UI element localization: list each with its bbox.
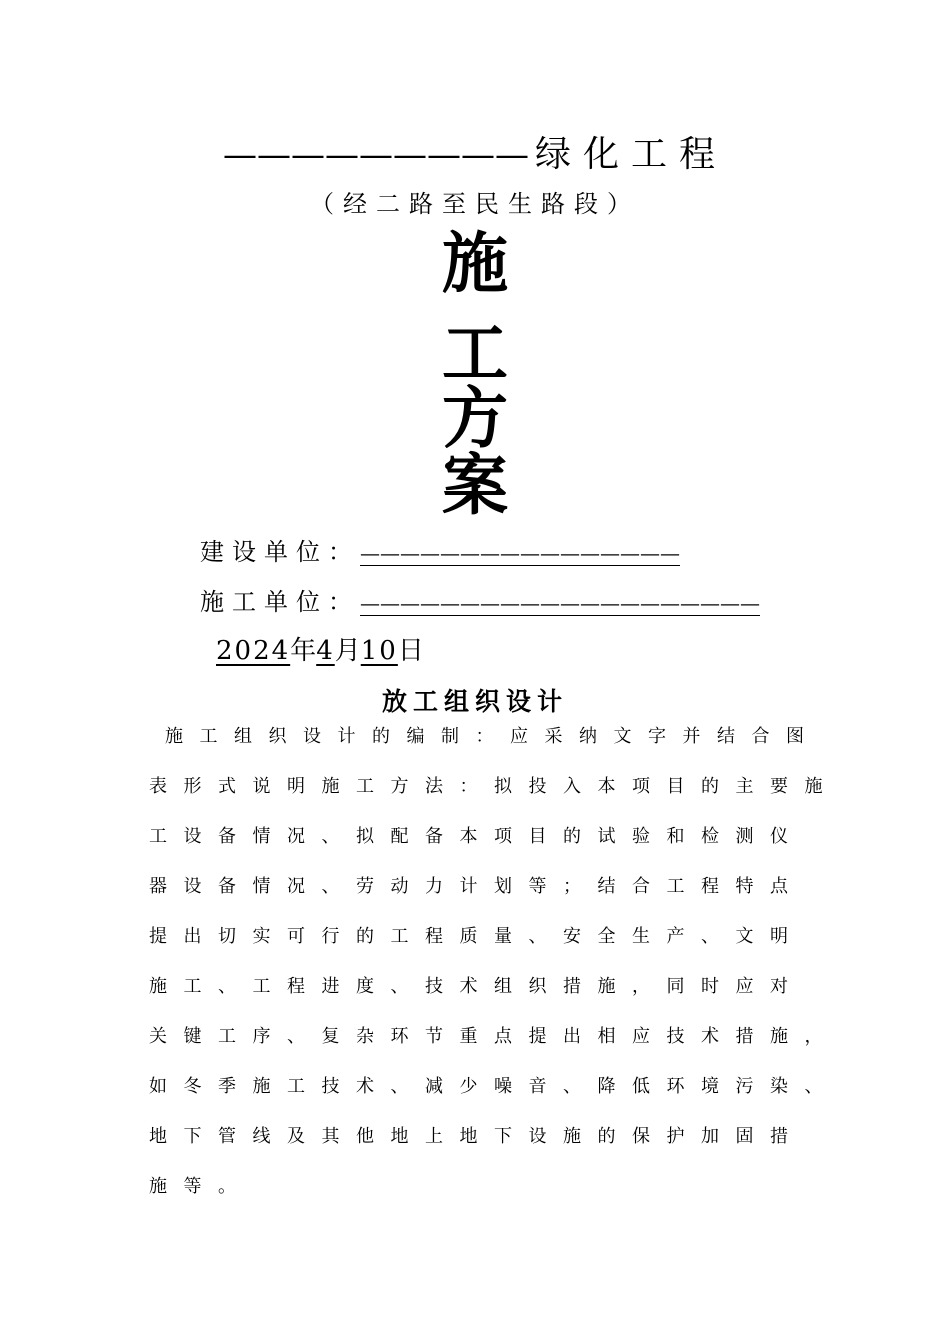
body-line-1: 施工组织设计的编制：应采纳文字并结合图	[165, 726, 821, 747]
contractor-unit-field	[200, 582, 760, 617]
big-title-char-1: 施	[442, 224, 508, 302]
project-title	[0, 126, 950, 177]
body-line-10: 施等。	[149, 1176, 253, 1197]
contractor-unit-label: 施工单位：	[200, 588, 360, 616]
body-line-4: 器设备情况、劳动力计划等；结合工程特点	[149, 876, 805, 897]
date-month: 4	[316, 636, 335, 666]
big-title-char-4: 案	[442, 446, 508, 524]
date-day-unit: 日	[397, 636, 424, 666]
body-line-5: 提出切实可行的工程质量、安全生产、文明	[149, 926, 805, 947]
title-text: 绿化工程	[534, 134, 727, 175]
body-line-6: 施工、工程进度、技术组织措施，同时应对	[149, 976, 805, 997]
owner-unit-label: 建设单位：	[200, 538, 360, 566]
date-day: 10	[360, 636, 398, 666]
owner-unit-blank: ————————————————	[360, 541, 680, 565]
project-subtitle: （经二路至民生路段）	[310, 190, 640, 218]
big-title-char-3: 方	[442, 379, 508, 457]
body-line-2: 表形式说明施工方法：拟投入本项目的主要施	[149, 776, 839, 797]
date-year: 2024	[216, 636, 291, 666]
body-line-3: 工设备情况、拟配备本项目的试验和检测仪	[149, 826, 805, 847]
date-year-unit: 年	[290, 636, 317, 666]
body-line-8: 如冬季施工技术、减少噪音、降低环境污染、	[149, 1076, 839, 1097]
big-title-char-2: 工	[442, 314, 508, 392]
contractor-unit-blank: ————————————————————	[360, 591, 760, 615]
body-line-9: 地下管线及其他地上地下设施的保护加固措	[149, 1126, 805, 1147]
title-dashes: —————————	[222, 135, 529, 175]
section-heading: 放工组织设计	[381, 687, 568, 716]
document-date	[216, 630, 424, 667]
body-line-7: 关键工序、复杂环节重点提出相应技术措施，	[149, 1026, 839, 1047]
date-month-unit: 月	[334, 636, 361, 666]
owner-unit-field	[200, 532, 680, 567]
